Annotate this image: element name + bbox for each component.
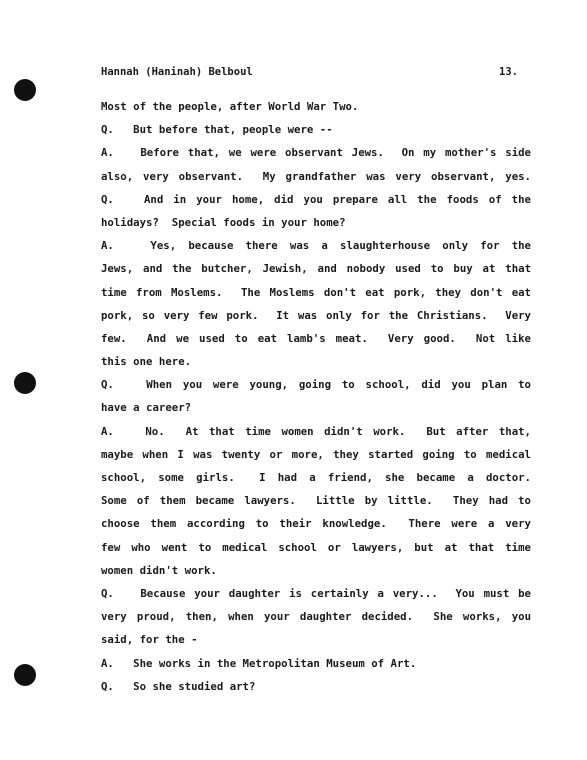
transcript-line: few who went to medical school or lawyers, but at that time — [101, 540, 531, 554]
transcript-line: A. Before that, we were observant Jews. On my mother's side — [101, 146, 531, 160]
transcript-line: school, some girls. I had a friend, she became a doctor. — [101, 471, 531, 484]
transcript-line: Q. When you were young, going to school, did you plan to — [101, 378, 531, 392]
transcript-line: maybe when I was twenty or more, they started going to medical — [101, 447, 531, 461]
transcript-line: have a career? — [101, 401, 192, 415]
transcript-line: Q. Because your daughter is certainly a very... You must be — [101, 586, 531, 600]
transcript-line: pork, so very few pork. It was only for the Christians. Very — [101, 308, 531, 322]
transcript-line: Q. But before that, people were -- — [101, 123, 333, 137]
page-number: 13. — [499, 66, 518, 78]
punch-hole — [14, 79, 36, 101]
transcript-line: A. She works in the Metropolitan Museum of Art. — [101, 656, 417, 670]
transcript-line: also, very observant. My grandfather was very observant, yes. — [101, 169, 531, 183]
transcript-line: Some of them became lawyers. Little by little. They had to — [101, 494, 531, 508]
transcript-line: Jews, and the butcher, Jewish, and nobody used to buy at that — [101, 262, 531, 276]
transcript-line: said, for the - — [101, 633, 198, 647]
punch-hole — [14, 372, 36, 394]
transcript-line: Q. And in your home, did you prepare all the foods of the — [101, 192, 531, 206]
transcript-line: Most of the people, after World War Two. — [101, 100, 359, 113]
transcript-line: few. And we used to eat lamb's meat. Very good. Not like — [101, 331, 531, 345]
transcript-line: holidays? Special foods in your home? — [101, 215, 346, 229]
transcript-body — [101, 100, 531, 703]
transcript-line: choose them according to their knowledge. There were a very — [101, 517, 531, 531]
punch-hole — [14, 664, 36, 686]
transcript-line: very proud, then, when your daughter decided. She works, you — [101, 610, 531, 624]
transcript-line: A. No. At that time women didn't work. But after that, — [101, 424, 531, 438]
transcript-line: time from Moslems. The Moslems don't eat pork, they don't eat — [101, 285, 531, 299]
transcript-line: women didn't work. — [101, 563, 217, 577]
page-header-title: Hannah (Haninah) Belboul — [101, 66, 253, 78]
transcript-line: this one here. — [101, 355, 192, 369]
transcript-line: Q. So she studied art? — [101, 679, 256, 693]
transcript-line: A. Yes, because there was a slaughterhouse only for the — [101, 239, 531, 253]
